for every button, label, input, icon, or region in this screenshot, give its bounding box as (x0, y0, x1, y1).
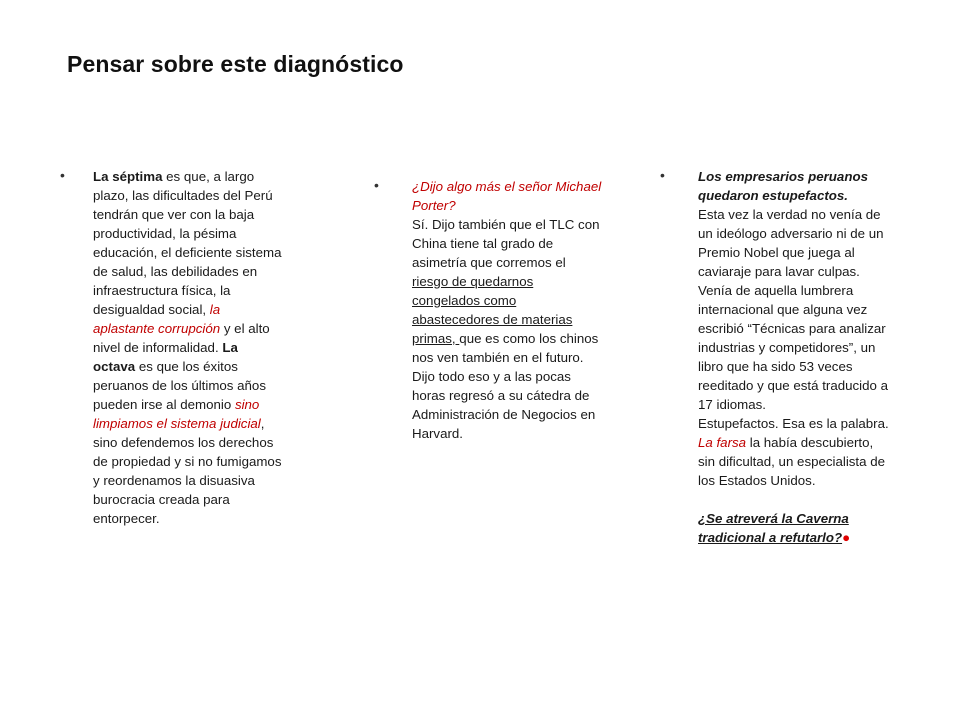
highlight-text: la aplastante corrupción (93, 302, 221, 336)
text-run: Esta vez la verdad no venía de un ideólogo adversario ni de un Premio Nobel que juega al caviaraje para lavar culpas. Venía de aquella lumbrera internacional que alguna vez escribió “Técnicas para analizar industrias y competidores”, un libro que ha sido 53 veces reeditado y que está traducido a 17 idiomas. (698, 207, 888, 412)
underlined-text: riesgo de quedarnos congelados como abastecedores de materias primas, (412, 274, 573, 346)
text-run: Dijo todo eso y a las pocas horas regresó a su cátedra de Administración de Negocios en Harvard. (412, 369, 596, 441)
bullet-icon: • (60, 167, 65, 183)
list-item (374, 177, 602, 443)
list-item (660, 167, 893, 547)
text-run: Estupefactos. Esa es la palabra. (698, 416, 889, 431)
slide-title: Pensar sobre este diagnóstico (67, 51, 404, 77)
bullet-icon: • (660, 167, 665, 183)
list-item (60, 167, 283, 528)
text-run: La octava (93, 340, 238, 374)
text-run: que es como los chinos nos ven también en el futuro. (412, 331, 599, 365)
bullet-icon: • (374, 177, 379, 193)
text-run: y el alto nivel de informalidad. (93, 321, 270, 355)
highlight-text: La farsa (698, 435, 747, 450)
text-run: la había descubierto, sin dificultad, un especialista de los Estados Unidos. (698, 435, 886, 488)
text-run: , sino defendemos los derechos de propiedad y si no fumigamos y reordenamos la disuasiva burocracia creada para entorpecer. (93, 416, 282, 526)
text-run: es que los éxitos peruanos de los últimos años pueden irse al demonio (93, 359, 266, 412)
end-dot-icon: ● (842, 530, 851, 545)
column-2 (374, 177, 602, 443)
closing-question: ¿Se atreverá la Caverna tradicional a refutarlo? (698, 511, 849, 545)
question-text: ¿Dijo algo más el señor Michael Porter? (412, 179, 602, 213)
highlight-text: sino limpiamos el sistema judicial (93, 397, 261, 431)
heading-text: Los empresarios peruanos quedaron estupefactos. (698, 169, 868, 203)
text-run: es que, a largo plazo, las dificultades del Perú tendrán que ver con la baja productividad, la pésima educación, el deficiente sistema de salud, las debilidades en infraestructura física, la desigualdad social, (93, 169, 282, 317)
text-run: Sí. Dijo también que el TLC con China tiene tal grado de asimetría que corremos el (412, 217, 600, 270)
column-1 (60, 167, 283, 528)
text-run: La séptima (93, 169, 163, 184)
column-3 (660, 167, 893, 547)
